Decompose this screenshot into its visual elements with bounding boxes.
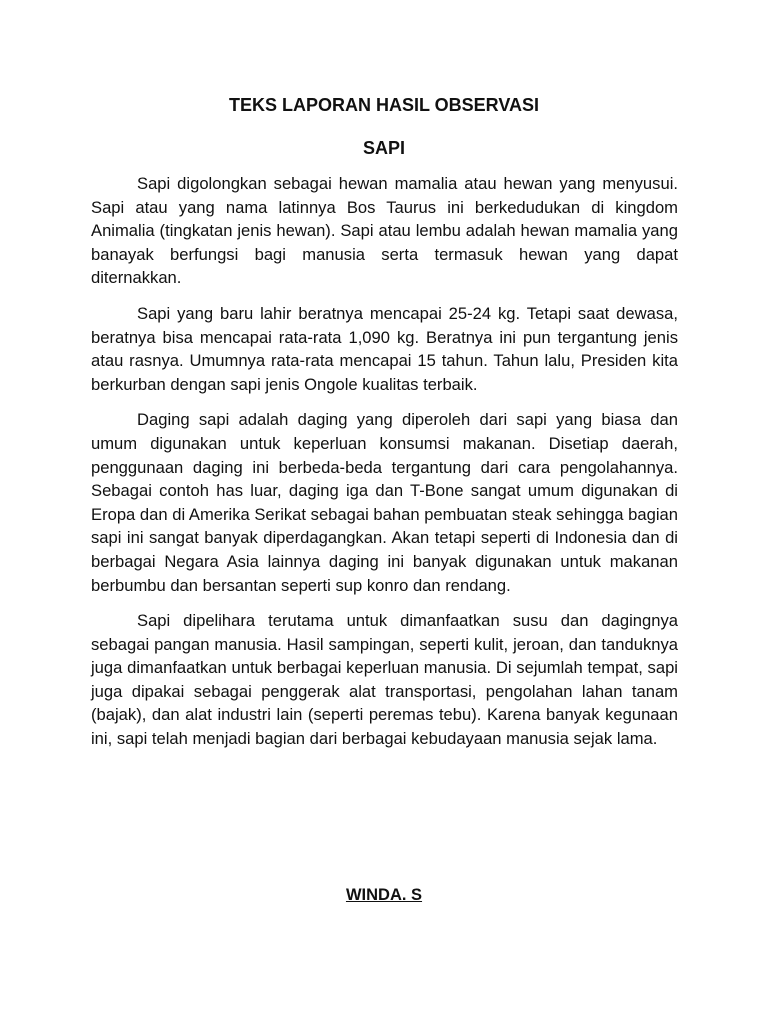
author-name: WINDA. S xyxy=(345,886,423,904)
document-title: TEKS LAPORAN HASIL OBSERVASI xyxy=(228,95,540,115)
body-text xyxy=(91,172,678,763)
document-subtitle: SAPI xyxy=(362,138,405,158)
paragraph-1: Sapi digolongkan sebagai hewan mamalia atau hewan yang menyusui. Sapi atau yang nama latinnya Bos Taurus ini berkedudukan di kingdom Animalia (tingkatan jenis hewan). Sapi atau lembu adalah hewan mamalia yang banayak berfungsi bagi manusia serta termasuk hewan yang dapat diternakkan. xyxy=(91,174,678,288)
paragraph-4: Sapi dipelihara terutama untuk dimanfaatkan susu dan dagingnya sebagai pangan manusia. Hasil sampingan, seperti kulit, jeroan, dan tanduknya juga dimanfaatkan untuk berbagai keperluan manusia. Di sejumlah tempat, sapi juga dipakai sebagai penggerak alat transportasi, pengolahan lahan tanam (bajak), dan alat industri lain (seperti peremas tebu). Karena banyak kegunaan ini, sapi telah menjadi bagian dari berbagai kebudayaan manusia sejak lama. xyxy=(91,611,678,749)
paragraph-3: Daging sapi adalah daging yang diperoleh dari sapi yang biasa dan umum digunakan untuk keperluan konsumsi makanan. Disetiap daerah, penggunaan daging ini berbeda-beda tergantung dari cara pengolahannya. Sebagai contoh has luar, daging iga dan T-Bone sangat umum digunakan di Eropa dan di Amerika Serikat sebagai bahan pembuatan steak sehingga bagian sapi ini sangat banyak diperdagangkan. Akan tetapi seperti di Indonesia dan di berbagai Negara Asia lainnya daging ini banyak digunakan untuk makanan berbumbu dan bersantan seperti sup konro dan rendang. xyxy=(91,410,678,595)
paragraph-2: Sapi yang baru lahir beratnya mencapai 25-24 kg. Tetapi saat dewasa, beratnya bisa mencapai rata-rata 1,090 kg. Beratnya ini pun tergantung jenis atau rasnya. Umumnya rata-rata mencapai 15 tahun. Tahun lalu, Presiden kita berkurban dengan sapi jenis Ongole kualitas terbaik. xyxy=(91,303,678,394)
